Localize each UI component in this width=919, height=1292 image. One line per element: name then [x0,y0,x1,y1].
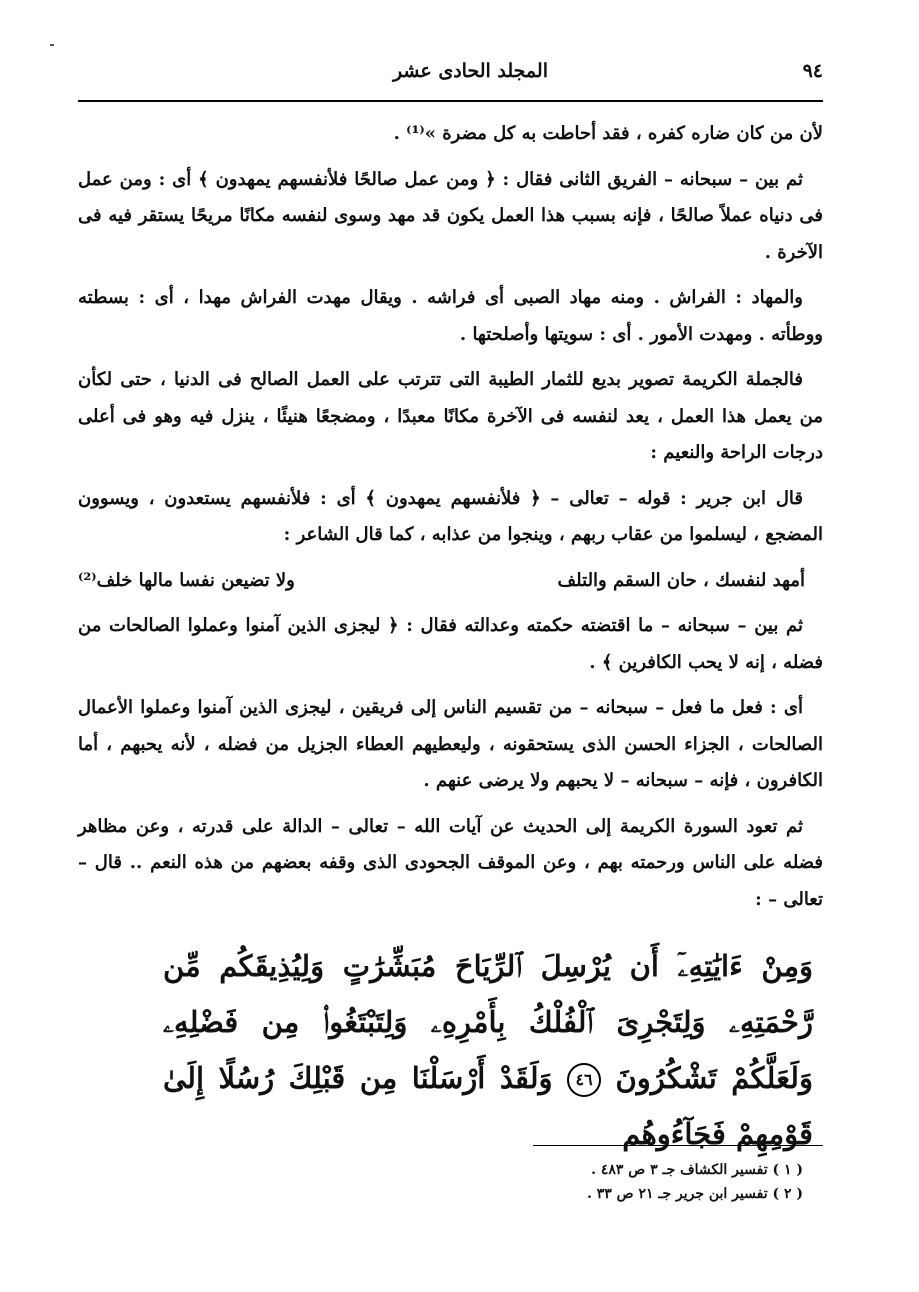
paragraph-5: قال ابن جرير : قوله – تعالى – ﴿ فلأنفسهم يمهدون ﴾ أى : فلأنفسهم يستعدون ، ويسوون المضجع ، ليسلموا من عقاب ربهم ، وينجوا من عذابه ، كما قال الشاعر : [78,487,823,545]
page-number: ٩٤ [802,60,823,82]
quran-passage [163,938,813,1162]
quran-text-after-marker: وَلَقَدْ أَرْسَلْنَا مِن قَبْلِكَ رُسُلًا إِلَىٰ قَوْمِهِمْ فَجَآءُوهُم [163,1061,813,1151]
footnote-divider [533,1145,823,1146]
paragraph-4: فالجملة الكريمة تصوير بديع للثمار الطيبة التى تترتب على العمل الصالح فى الدنيا ، حتى لكأن من يعمل هذا العمل ، يعد لنفسه فى الآخرة مكانًا معبدًا ، ومضجعًا هنيئًا ، ينزل فيه وهو فى أعلى درجات الراحة والنعيم : [78,369,823,463]
poetry-verse [78,563,823,600]
volume-title: المجلد الحادى عشر [392,60,548,82]
scan-speck [50,44,54,46]
paragraph-6: ثم بين – سبحانه – ما اقتضته حكمته وعدالته فقال : ﴿ ليجزى الذين آمنوا وعملوا الصالحات من فضله ، إنه لا يحب الكافرين ﴾ . [78,615,823,673]
header-divider [78,100,823,102]
footnote-1: ( ١ ) تفسير الكشاف جـ ٣ ص ٤٨٣ . [591,1162,803,1178]
quran-verse-text [163,938,813,1162]
verse-first-hemistich: أمهد لنفسك ، حان السقم والتلف [557,569,805,591]
book-page [78,0,823,1292]
running-header [78,56,823,92]
paragraph-1: لأن من كان ضاره كفره ، فقد أحاطت به كل مضرة »⁽¹⁾ . [393,123,823,144]
ayah-number-marker: ٤٦ [567,1063,601,1097]
main-text [78,116,823,927]
paragraph-3: والمهاد : الفراش . ومنه مهاد الصبى أى فراشه . ويقال مهدت الفراش مهدا ، أى : بسطته ووطأته . ومهدت الأمور . أى : سويتها وأصلحتها . [78,287,823,345]
verse-second-hemistich: ولا تضيعن نفسا مالها خلف⁽²⁾ [78,569,295,591]
footnotes [78,1158,803,1206]
paragraph-7: أى : فعل ما فعل – سبحانه – من تقسيم الناس إلى فريقين ، ليجزى الذين آمنوا وعملوا الأعمال الصالحات ، الجزاء الحسن الذى يستحقونه ، وليعطيهم العطاء الجزيل من فضله ، لأنه يحبهم ، أما الكافرون ، فإنه – سبحانه – لا يحبهم ولا يرضى عنهم . [78,697,823,791]
quran-text-before-marker: وَمِنْ ءَايَٰتِهِۦٓ أَن يُرْسِلَ ٱلرِّيَاحَ مُبَشِّرَٰتٍ وَلِيُذِيقَكُم مِّن رَّحْمَتِهِۦ وَلِتَجْرِىَ ٱلْفُلْكُ بِأَمْرِهِۦ وَلِتَبْتَغُوا۟ مِن فَضْلِهِۦ وَلَعَلَّكُمْ تَشْكُرُونَ [163,949,813,1095]
footnote-2: ( ٢ ) تفسير ابن جرير جـ ٢١ ص ٣٣ . [586,1186,803,1202]
paragraph-8: ثم تعود السورة الكريمة إلى الحديث عن آيات الله – تعالى – الدالة على قدرته ، وعن مظاهر فضله على الناس ورحمته بهم ، وعن الموقف الجحودى الذى وقفه بعضهم من هذه النعم .. قال – تعالى – : [78,815,823,910]
paragraph-2: ثم بين – سبحانه – الفريق الثانى فقال : ﴿ ومن عمل صالحًا فلأنفسهم يمهدون ﴾ أى : ومن عمل فى دنياه عملاً صالحًا ، فإنه بسبب هذا العمل يكون قد مهد وسوى لنفسه مكانًا مريحًا يستقر فيه فى الآخرة . [78,168,823,263]
